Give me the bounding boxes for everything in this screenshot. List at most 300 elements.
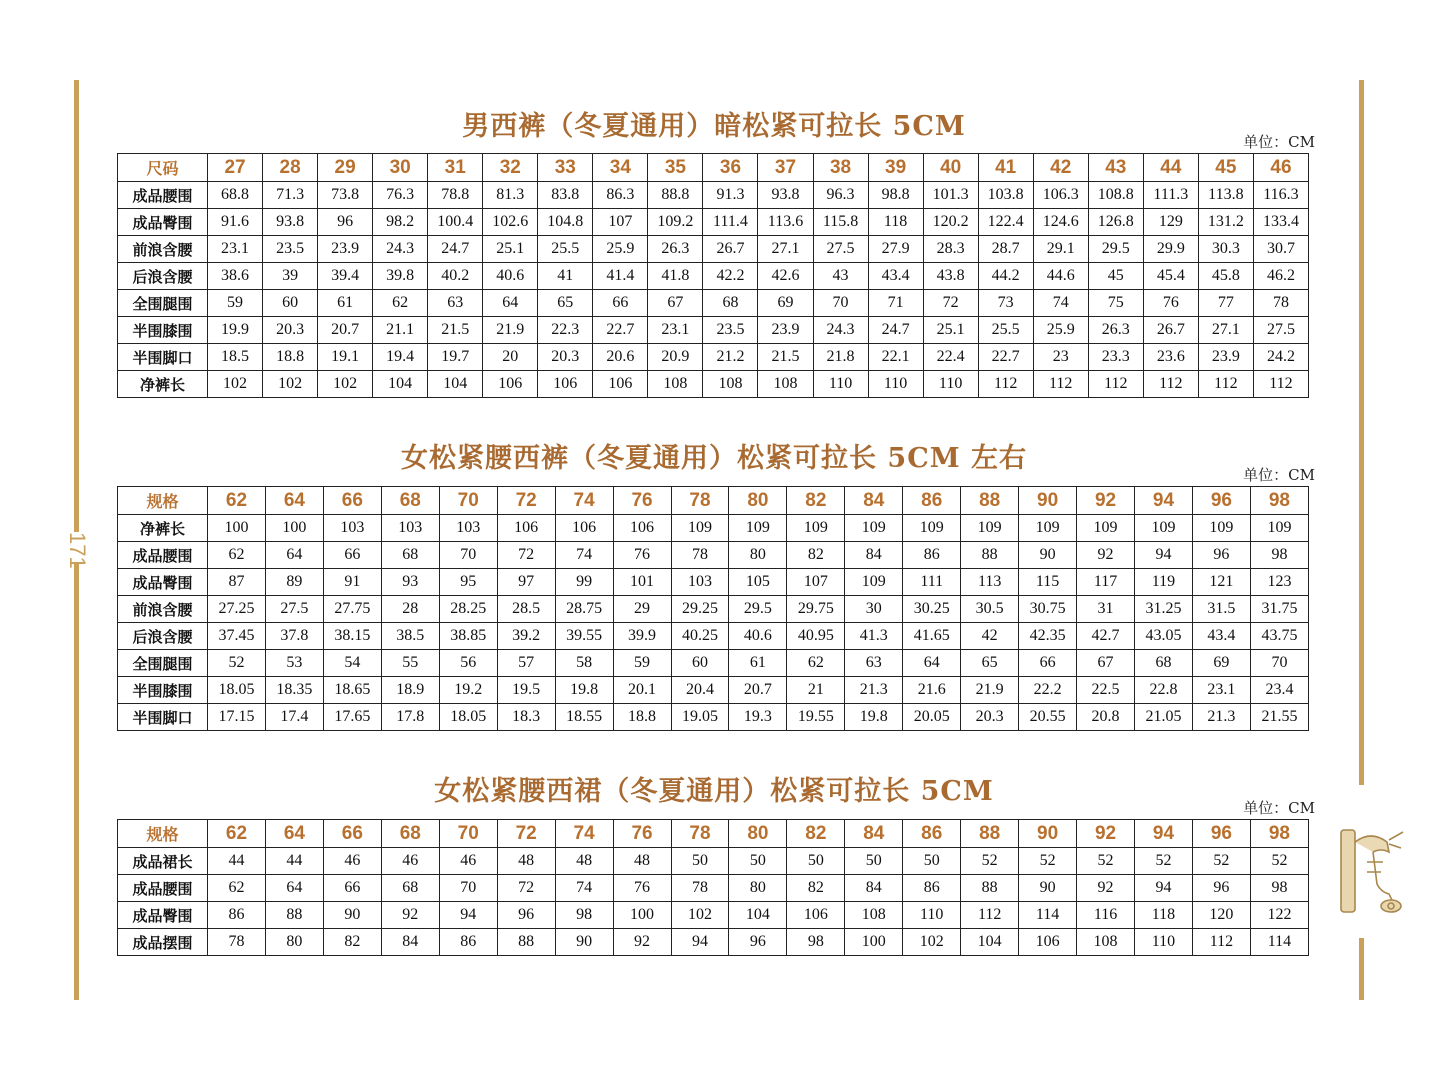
table-row (118, 650, 1309, 677)
measurement-cell: 110 (903, 902, 961, 929)
measurement-cell: 27.25 (208, 596, 266, 623)
measurement-cell: 131.2 (1198, 209, 1253, 236)
row-label: 成品腰围 (118, 182, 208, 209)
measurement-cell: 50 (845, 848, 903, 875)
measurement-cell: 69 (1192, 650, 1250, 677)
measurement-cell: 38.85 (439, 623, 497, 650)
measurement-cell: 22.4 (923, 344, 978, 371)
measurement-cell: 20.3 (961, 704, 1019, 731)
measurement-cell: 29.1 (1033, 236, 1088, 263)
measurement-cell: 98.2 (373, 209, 428, 236)
size-header-cell: 76 (613, 487, 671, 515)
size-header-cell: 66 (323, 820, 381, 848)
measurement-cell: 23.5 (263, 236, 318, 263)
measurement-cell: 60 (671, 650, 729, 677)
measurement-cell: 24.2 (1253, 344, 1308, 371)
measurement-cell: 86.3 (593, 182, 648, 209)
measurement-cell: 91 (323, 569, 381, 596)
measurement-cell: 92 (1077, 875, 1135, 902)
row-label: 前浪含腰 (118, 236, 208, 263)
table-row (118, 623, 1309, 650)
header-label: 规格 (118, 820, 208, 848)
measurement-cell: 108 (648, 371, 703, 398)
measurement-cell: 64 (265, 875, 323, 902)
measurement-cell: 111 (903, 569, 961, 596)
measurement-cell: 17.4 (265, 704, 323, 731)
measurement-cell: 64 (903, 650, 961, 677)
measurement-cell: 98.8 (868, 182, 923, 209)
measurement-cell: 88 (961, 542, 1019, 569)
measurement-cell: 20.3 (263, 317, 318, 344)
measurement-cell: 104 (428, 371, 483, 398)
measurement-cell: 30 (845, 596, 903, 623)
measurement-cell: 94 (1135, 875, 1193, 902)
table-row (118, 290, 1309, 317)
size-header-cell: 64 (265, 820, 323, 848)
measurement-cell: 105 (729, 569, 787, 596)
measurement-cell: 86 (903, 875, 961, 902)
measurement-cell: 23.5 (703, 317, 758, 344)
measurement-cell: 96 (1192, 542, 1250, 569)
measurement-cell: 102.6 (483, 209, 538, 236)
right-gold-rule-top (1359, 80, 1364, 785)
measurement-cell: 101.3 (923, 182, 978, 209)
measurement-cell: 53 (265, 650, 323, 677)
measurement-cell: 80 (265, 929, 323, 956)
table-row (118, 209, 1309, 236)
measurement-cell: 110 (813, 371, 868, 398)
unit-label: 单位：CM (1243, 466, 1315, 484)
size-header-cell: 76 (613, 820, 671, 848)
measurement-cell: 95 (439, 569, 497, 596)
measurement-cell: 76.3 (373, 182, 428, 209)
measurement-cell: 102 (263, 371, 318, 398)
row-label: 成品臀围 (118, 902, 208, 929)
measurement-cell: 39.2 (497, 623, 555, 650)
measurement-cell: 82 (323, 929, 381, 956)
measurement-cell: 40.95 (787, 623, 845, 650)
measurement-cell: 112 (1253, 371, 1308, 398)
measurement-cell: 68 (703, 290, 758, 317)
measurement-cell: 90 (323, 902, 381, 929)
measurement-cell: 28.25 (439, 596, 497, 623)
measurement-cell: 23.1 (208, 236, 263, 263)
women-trousers-size-table (117, 486, 1309, 731)
measurement-cell: 92 (381, 902, 439, 929)
measurement-cell: 118 (1135, 902, 1193, 929)
measurement-cell: 19.8 (845, 704, 903, 731)
measurement-cell: 62 (208, 875, 266, 902)
measurement-cell: 20.1 (613, 677, 671, 704)
measurement-cell: 110 (923, 371, 978, 398)
measurement-cell: 109 (845, 569, 903, 596)
measurement-cell: 21.55 (1250, 704, 1308, 731)
measurement-cell: 108 (1077, 929, 1135, 956)
size-header-cell: 29 (318, 154, 373, 182)
measurement-cell: 92 (1077, 542, 1135, 569)
measurement-cell: 109 (903, 515, 961, 542)
size-header-cell: 82 (787, 487, 845, 515)
measurement-cell: 25.1 (923, 317, 978, 344)
measurement-cell: 54 (323, 650, 381, 677)
measurement-cell: 107 (787, 569, 845, 596)
size-header-cell: 90 (1019, 820, 1077, 848)
size-header-cell: 31 (428, 154, 483, 182)
row-label: 净裤长 (118, 371, 208, 398)
measurement-cell: 19.2 (439, 677, 497, 704)
measurement-cell: 23.1 (1192, 677, 1250, 704)
size-header-cell: 27 (208, 154, 263, 182)
size-header-cell: 68 (381, 820, 439, 848)
measurement-cell: 50 (671, 848, 729, 875)
measurement-cell: 65 (538, 290, 593, 317)
measurement-cell: 55 (381, 650, 439, 677)
measurement-cell: 76 (1143, 290, 1198, 317)
measurement-cell: 66 (1019, 650, 1077, 677)
measurement-cell: 20.9 (648, 344, 703, 371)
size-header-cell: 84 (845, 487, 903, 515)
measurement-cell: 18.35 (265, 677, 323, 704)
measurement-cell: 104.8 (538, 209, 593, 236)
sewing-machine-emblem-icon (1337, 822, 1407, 922)
measurement-cell: 101 (613, 569, 671, 596)
women-skirt-title: 女松紧腰西裙（冬夏通用）松紧可拉长 5CM (434, 776, 994, 807)
measurement-cell: 61 (318, 290, 373, 317)
measurement-cell: 30.3 (1198, 236, 1253, 263)
measurement-cell: 118 (868, 209, 923, 236)
size-header-cell: 46 (1253, 154, 1308, 182)
measurement-cell: 94 (671, 929, 729, 956)
measurement-cell: 31.75 (1250, 596, 1308, 623)
measurement-cell: 20.8 (1077, 704, 1135, 731)
measurement-cell: 96 (1192, 875, 1250, 902)
measurement-cell: 38.15 (323, 623, 381, 650)
measurement-cell: 27.5 (1253, 317, 1308, 344)
row-label: 半围脚口 (118, 704, 208, 731)
measurement-cell: 42.35 (1019, 623, 1077, 650)
table-row (118, 263, 1309, 290)
measurement-cell: 48 (613, 848, 671, 875)
measurement-cell: 98 (787, 929, 845, 956)
measurement-cell: 90 (555, 929, 613, 956)
table-row (118, 596, 1309, 623)
measurement-cell: 112 (1033, 371, 1088, 398)
measurement-cell: 21.6 (903, 677, 961, 704)
row-label: 半围膝围 (118, 317, 208, 344)
measurement-cell: 90 (1019, 875, 1077, 902)
row-label: 后浪含腰 (118, 623, 208, 650)
measurement-cell: 20.05 (903, 704, 961, 731)
measurement-cell: 43.4 (1192, 623, 1250, 650)
measurement-cell: 109 (671, 515, 729, 542)
size-header-cell: 78 (671, 487, 729, 515)
measurement-cell: 93.8 (758, 182, 813, 209)
measurement-cell: 27.1 (758, 236, 813, 263)
measurement-cell: 50 (903, 848, 961, 875)
measurement-cell: 24.7 (868, 317, 923, 344)
measurement-cell: 17.15 (208, 704, 266, 731)
measurement-cell: 102 (903, 929, 961, 956)
measurement-cell: 90 (1019, 542, 1077, 569)
measurement-cell: 106 (1019, 929, 1077, 956)
measurement-cell: 78 (671, 542, 729, 569)
measurement-cell: 120.2 (923, 209, 978, 236)
measurement-cell: 30.75 (1019, 596, 1077, 623)
size-header-cell: 86 (903, 487, 961, 515)
measurement-cell: 30.25 (903, 596, 961, 623)
measurement-cell: 21.9 (961, 677, 1019, 704)
measurement-cell: 100 (265, 515, 323, 542)
size-header-cell: 39 (868, 154, 923, 182)
measurement-cell: 109 (845, 515, 903, 542)
size-header-cell: 35 (648, 154, 703, 182)
row-label: 成品腰围 (118, 875, 208, 902)
size-header-cell: 88 (961, 487, 1019, 515)
measurement-cell: 40.2 (428, 263, 483, 290)
measurement-cell: 27.5 (265, 596, 323, 623)
measurement-cell: 81.3 (483, 182, 538, 209)
measurement-cell: 99 (555, 569, 613, 596)
measurement-cell: 112 (961, 902, 1019, 929)
measurement-cell: 106 (787, 902, 845, 929)
measurement-cell: 43 (813, 263, 868, 290)
size-header-cell: 92 (1077, 820, 1135, 848)
measurement-cell: 89 (265, 569, 323, 596)
measurement-cell: 112 (1192, 929, 1250, 956)
measurement-cell: 63 (845, 650, 903, 677)
size-header-cell: 38 (813, 154, 868, 182)
measurement-cell: 104 (373, 371, 428, 398)
measurement-cell: 129 (1143, 209, 1198, 236)
measurement-cell: 26.3 (1088, 317, 1143, 344)
measurement-cell: 24.7 (428, 236, 483, 263)
measurement-cell: 80 (729, 875, 787, 902)
measurement-cell: 62 (787, 650, 845, 677)
measurement-cell: 108 (703, 371, 758, 398)
measurement-cell: 84 (845, 542, 903, 569)
measurement-cell: 23.4 (1250, 677, 1308, 704)
measurement-cell: 52 (208, 650, 266, 677)
measurement-cell: 43.75 (1250, 623, 1308, 650)
measurement-cell: 22.7 (593, 317, 648, 344)
size-header-cell: 45 (1198, 154, 1253, 182)
measurement-cell: 67 (648, 290, 703, 317)
measurement-cell: 29.25 (671, 596, 729, 623)
measurement-cell: 107 (593, 209, 648, 236)
table-row (118, 902, 1309, 929)
unit-label: 单位：CM (1243, 133, 1315, 151)
unit-label: 单位：CM (1243, 799, 1315, 817)
row-label: 成品摆围 (118, 929, 208, 956)
measurement-cell: 52 (1192, 848, 1250, 875)
measurement-cell: 117 (1077, 569, 1135, 596)
size-header-cell: 96 (1192, 820, 1250, 848)
measurement-cell: 39.9 (613, 623, 671, 650)
measurement-cell: 70 (439, 542, 497, 569)
measurement-cell: 20.7 (318, 317, 373, 344)
size-header-cell: 68 (381, 487, 439, 515)
size-header-cell: 80 (729, 820, 787, 848)
measurement-cell: 24.3 (373, 236, 428, 263)
size-header-cell: 43 (1088, 154, 1143, 182)
measurement-cell: 103 (381, 515, 439, 542)
measurement-cell: 21 (787, 677, 845, 704)
women-skirt-size-table (117, 819, 1309, 956)
measurement-cell: 42 (961, 623, 1019, 650)
measurement-cell: 106 (497, 515, 555, 542)
measurement-cell: 113 (961, 569, 1019, 596)
measurement-cell: 133.4 (1253, 209, 1308, 236)
measurement-cell: 29 (613, 596, 671, 623)
measurement-cell: 106.3 (1033, 182, 1088, 209)
measurement-cell: 23.9 (318, 236, 373, 263)
measurement-cell: 25.1 (483, 236, 538, 263)
measurement-cell: 19.05 (671, 704, 729, 731)
measurement-cell: 76 (613, 875, 671, 902)
measurement-cell: 109 (1250, 515, 1308, 542)
measurement-cell: 103 (439, 515, 497, 542)
size-header-cell: 32 (483, 154, 538, 182)
measurement-cell: 41.8 (648, 263, 703, 290)
measurement-cell: 38.5 (381, 623, 439, 650)
measurement-cell: 78 (208, 929, 266, 956)
size-header-cell: 28 (263, 154, 318, 182)
header-label: 尺码 (118, 154, 208, 182)
table-row (118, 236, 1309, 263)
measurement-cell: 88.8 (648, 182, 703, 209)
measurement-cell: 64 (483, 290, 538, 317)
measurement-cell: 115 (1019, 569, 1077, 596)
size-header-cell: 44 (1143, 154, 1198, 182)
measurement-cell: 111.4 (703, 209, 758, 236)
measurement-cell: 84 (381, 929, 439, 956)
measurement-cell: 80 (729, 542, 787, 569)
measurement-cell: 68 (1135, 650, 1193, 677)
men-trousers-size-table (117, 153, 1309, 398)
measurement-cell: 40.6 (729, 623, 787, 650)
measurement-cell: 106 (555, 515, 613, 542)
measurement-cell: 21.2 (703, 344, 758, 371)
measurement-cell: 84 (845, 875, 903, 902)
measurement-cell: 102 (671, 902, 729, 929)
measurement-cell: 52 (1135, 848, 1193, 875)
measurement-cell: 78 (1253, 290, 1308, 317)
measurement-cell: 28.5 (497, 596, 555, 623)
measurement-cell: 62 (208, 542, 266, 569)
measurement-cell: 18.05 (208, 677, 266, 704)
measurement-cell: 96 (497, 902, 555, 929)
right-gold-rule-bottom (1359, 938, 1364, 1000)
size-header-cell: 94 (1135, 820, 1193, 848)
row-label: 前浪含腰 (118, 596, 208, 623)
measurement-cell: 19.9 (208, 317, 263, 344)
measurement-cell: 26.7 (703, 236, 758, 263)
table-row (118, 515, 1309, 542)
measurement-cell: 102 (208, 371, 263, 398)
measurement-cell: 23 (1033, 344, 1088, 371)
size-header-cell: 62 (208, 487, 266, 515)
row-label: 后浪含腰 (118, 263, 208, 290)
measurement-cell: 71 (868, 290, 923, 317)
measurement-cell: 78 (671, 875, 729, 902)
measurement-cell: 27.1 (1198, 317, 1253, 344)
measurement-cell: 29.5 (1088, 236, 1143, 263)
measurement-cell: 94 (439, 902, 497, 929)
measurement-cell: 70 (1250, 650, 1308, 677)
measurement-cell: 27.9 (868, 236, 923, 263)
table-row (118, 704, 1309, 731)
measurement-cell: 86 (208, 902, 266, 929)
measurement-cell: 25.9 (1033, 317, 1088, 344)
measurement-cell: 126.8 (1088, 209, 1143, 236)
size-header-cell: 86 (903, 820, 961, 848)
measurement-cell: 38.6 (208, 263, 263, 290)
measurement-cell: 102 (318, 371, 373, 398)
measurement-cell: 27.5 (813, 236, 868, 263)
measurement-cell: 109 (787, 515, 845, 542)
measurement-cell: 20.55 (1019, 704, 1077, 731)
measurement-cell: 18.8 (263, 344, 318, 371)
measurement-cell: 29.5 (729, 596, 787, 623)
measurement-cell: 45.4 (1143, 263, 1198, 290)
measurement-cell: 44.6 (1033, 263, 1088, 290)
table-header-row (118, 487, 1309, 515)
measurement-cell: 97 (497, 569, 555, 596)
size-header-cell: 33 (538, 154, 593, 182)
row-label: 全围腿围 (118, 290, 208, 317)
measurement-cell: 103.8 (978, 182, 1033, 209)
measurement-cell: 30.5 (961, 596, 1019, 623)
measurement-cell: 19.5 (497, 677, 555, 704)
measurement-cell: 18.3 (497, 704, 555, 731)
measurement-cell: 45.8 (1198, 263, 1253, 290)
measurement-cell: 122 (1250, 902, 1308, 929)
measurement-cell: 20.3 (538, 344, 593, 371)
measurement-cell: 64 (265, 542, 323, 569)
measurement-cell: 73 (978, 290, 1033, 317)
measurement-cell: 59 (613, 650, 671, 677)
measurement-cell: 30.7 (1253, 236, 1308, 263)
size-header-cell: 30 (373, 154, 428, 182)
measurement-cell: 112 (1198, 371, 1253, 398)
measurement-cell: 21.8 (813, 344, 868, 371)
measurement-cell: 52 (1019, 848, 1077, 875)
measurement-cell: 94 (1135, 542, 1193, 569)
measurement-cell: 74 (1033, 290, 1088, 317)
measurement-cell: 112 (978, 371, 1033, 398)
measurement-cell: 39.4 (318, 263, 373, 290)
measurement-cell: 19.4 (373, 344, 428, 371)
measurement-cell: 91.6 (208, 209, 263, 236)
size-header-cell: 98 (1250, 487, 1308, 515)
measurement-cell: 21.5 (428, 317, 483, 344)
measurement-cell: 66 (593, 290, 648, 317)
measurement-cell: 124.6 (1033, 209, 1088, 236)
measurement-cell: 39.55 (555, 623, 613, 650)
measurement-cell: 22.1 (868, 344, 923, 371)
measurement-cell: 21.3 (1192, 704, 1250, 731)
measurement-cell: 74 (555, 542, 613, 569)
table-row (118, 317, 1309, 344)
size-header-cell: 78 (671, 820, 729, 848)
measurement-cell: 46.2 (1253, 263, 1308, 290)
measurement-cell: 108 (845, 902, 903, 929)
measurement-cell: 86 (903, 542, 961, 569)
measurement-cell: 75 (1088, 290, 1143, 317)
measurement-cell: 109 (729, 515, 787, 542)
measurement-cell: 48 (497, 848, 555, 875)
page-number: 171 (62, 532, 92, 562)
